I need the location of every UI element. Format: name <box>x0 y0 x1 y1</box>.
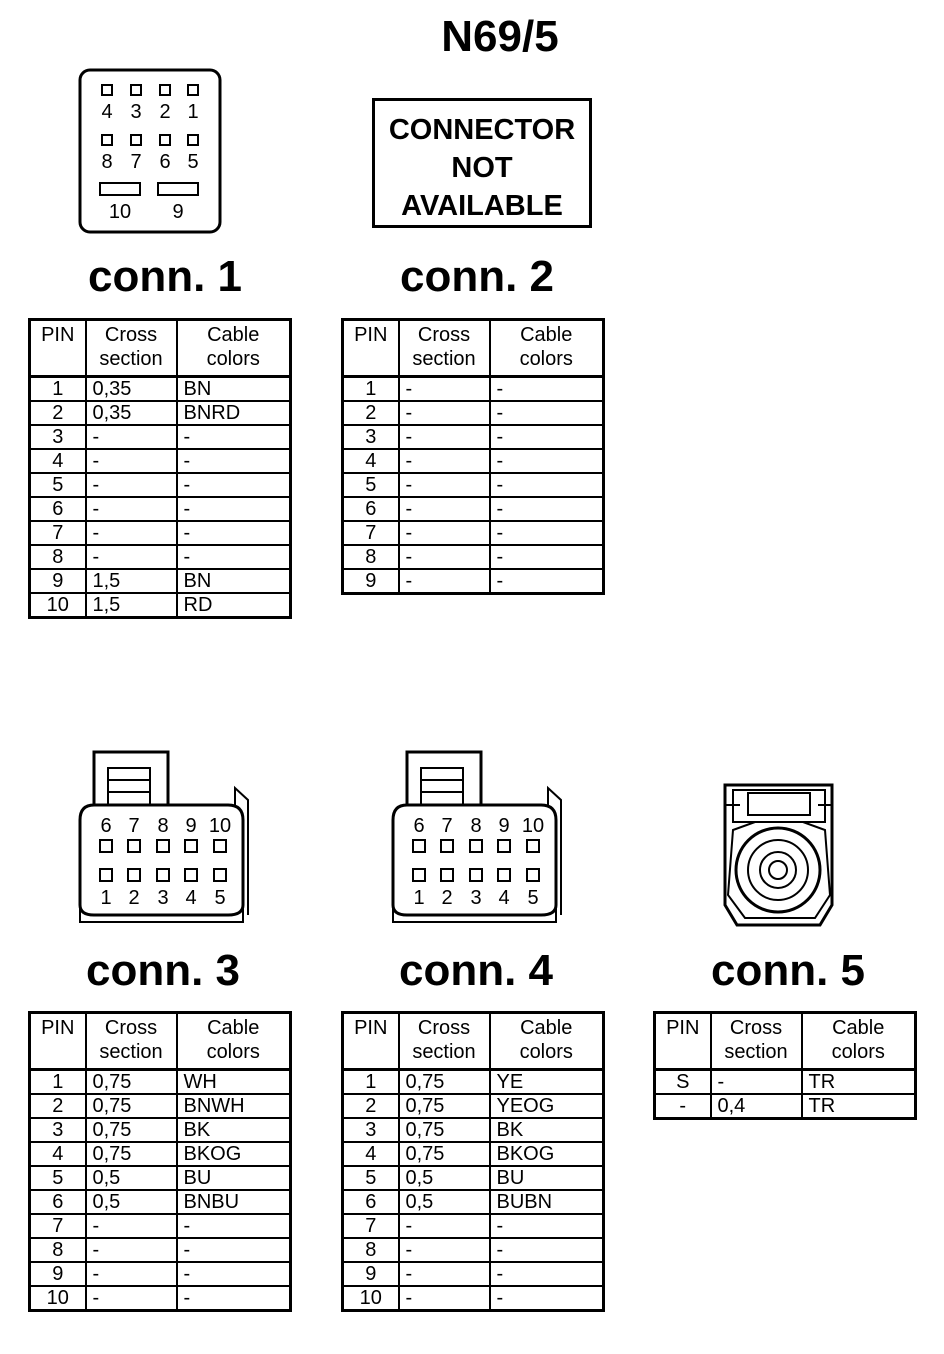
cable-color-cell: BNBU <box>177 1190 291 1214</box>
cable-color-cell: - <box>490 377 604 402</box>
cross-section-cell: - <box>86 545 177 569</box>
cable-color-cell: - <box>177 521 291 545</box>
pin-number: 1 <box>413 887 425 909</box>
pin-cell: 7 <box>343 521 399 545</box>
pin-cell: 9 <box>30 1262 86 1286</box>
pin-square <box>160 135 170 145</box>
pin-number: 1 <box>100 887 112 909</box>
table-row <box>343 1166 604 1190</box>
cross-section-cell: 0,75 <box>399 1094 490 1118</box>
conn2-label: conn. 2 <box>399 252 555 301</box>
cross-section-cell: - <box>399 497 490 521</box>
cross-section-cell: 0,75 <box>86 1070 177 1095</box>
table-row <box>343 401 604 425</box>
pin-cell: 4 <box>30 449 86 473</box>
cross-section-header <box>86 320 177 377</box>
cross-section-cell: - <box>399 1238 490 1262</box>
cable-color-cell: YEOG <box>490 1094 604 1118</box>
cable-colors-header-line: colors <box>206 348 260 370</box>
table-row <box>30 497 291 521</box>
table-row <box>30 1142 291 1166</box>
cable-color-cell: BNWH <box>177 1094 291 1118</box>
cross-section-cell: - <box>399 473 490 497</box>
cross-section-cell: - <box>399 1286 490 1311</box>
cable-color-cell: - <box>490 545 604 569</box>
pin-cell: 3 <box>343 1118 399 1142</box>
pin-number: 5 <box>187 151 199 173</box>
cross-section-header <box>399 320 490 377</box>
cross-section-cell: - <box>399 545 490 569</box>
cross-section-cell: - <box>86 497 177 521</box>
cable-color-cell: - <box>177 1286 291 1311</box>
cross-section-cell: 0,75 <box>86 1118 177 1142</box>
pin-cell: - <box>655 1094 711 1119</box>
table-row <box>30 1214 291 1238</box>
table-row <box>343 1118 604 1142</box>
cross-section-cell: - <box>86 1214 177 1238</box>
cable-color-cell: - <box>177 473 291 497</box>
cable-color-cell: TR <box>802 1094 916 1119</box>
pin-square <box>214 840 226 852</box>
pin-number: 4 <box>185 887 197 909</box>
pin-cell: 4 <box>30 1142 86 1166</box>
conn4-label: conn. 4 <box>398 946 554 995</box>
cross-section-cell: - <box>399 377 490 402</box>
pin-number: 3 <box>470 887 482 909</box>
pin-cell: 5 <box>30 473 86 497</box>
table-row <box>343 1214 604 1238</box>
pin-number: 10 <box>208 815 232 837</box>
conn3-pin-table <box>28 1011 292 1312</box>
pin-number: 6 <box>413 815 425 837</box>
pin-cell: 3 <box>343 425 399 449</box>
pin-cell: 10 <box>30 1286 86 1311</box>
pin-square <box>100 869 112 881</box>
pin-number: 10 <box>521 815 545 837</box>
pin-number: 7 <box>441 815 453 837</box>
cross-section-cell: - <box>399 401 490 425</box>
table-row <box>30 1070 291 1095</box>
table-row <box>30 1094 291 1118</box>
pin-cell: 9 <box>343 1262 399 1286</box>
pin-square <box>128 869 140 881</box>
pin-cell: 5 <box>343 473 399 497</box>
cable-color-cell: YE <box>490 1070 604 1095</box>
not-available-line-2: NOT <box>451 152 513 184</box>
table-row <box>30 1238 291 1262</box>
cross-section-header <box>399 1013 490 1070</box>
page-title: N69/5 <box>441 12 559 61</box>
pin-header: PIN <box>343 1013 399 1070</box>
cable-color-cell: - <box>490 449 604 473</box>
conn5-face-drawing <box>0 0 1 1</box>
cross-section-cell: - <box>86 449 177 473</box>
cable-color-cell: BU <box>177 1166 291 1190</box>
table-row <box>30 401 291 425</box>
pin-number: 3 <box>157 887 169 909</box>
power-pin-slot <box>158 183 198 195</box>
cross-section-cell: 1,5 <box>86 593 177 618</box>
table-row <box>343 1142 604 1166</box>
cable-color-cell: TR <box>802 1070 916 1095</box>
table-row <box>30 473 291 497</box>
pin-cell: 6 <box>30 497 86 521</box>
pin-number: 4 <box>101 101 113 123</box>
cross-section-cell: - <box>86 1262 177 1286</box>
pin-cell: 5 <box>343 1166 399 1190</box>
pin-cell: 2 <box>343 401 399 425</box>
pin-cell: 2 <box>30 401 86 425</box>
table-row <box>30 1118 291 1142</box>
cable-color-cell: - <box>490 1214 604 1238</box>
pin-number: 6 <box>100 815 112 837</box>
cable-color-cell: - <box>490 1238 604 1262</box>
table-row <box>343 497 604 521</box>
pin-cell: 6 <box>30 1190 86 1214</box>
cross-section-header-line: Cross <box>104 324 158 346</box>
pin-square <box>128 840 140 852</box>
pin-cell: 7 <box>30 1214 86 1238</box>
pin-square <box>131 85 141 95</box>
cable-colors-header-line: Cable <box>207 324 260 346</box>
pin-square <box>413 869 425 881</box>
not-available-line-3: AVAILABLE <box>401 190 563 222</box>
cross-section-cell: 1,5 <box>86 569 177 593</box>
cable-colors-header-line: Cable <box>832 1017 885 1039</box>
pin-number: 8 <box>157 815 169 837</box>
cross-section-header-line: Cross <box>417 1017 471 1039</box>
pin-number: 2 <box>441 887 453 909</box>
pin-number: 9 <box>185 815 197 837</box>
pin-square <box>441 869 453 881</box>
pin-cell: 4 <box>343 1142 399 1166</box>
table-row <box>343 1190 604 1214</box>
cross-section-cell: - <box>399 569 490 594</box>
cross-section-header-line: Cross <box>417 324 471 346</box>
table-row <box>30 1166 291 1190</box>
power-pin-slot <box>100 183 140 195</box>
cross-section-cell: - <box>399 449 490 473</box>
pin-cell: 10 <box>343 1286 399 1311</box>
pin-square <box>527 869 539 881</box>
table-row <box>343 569 604 594</box>
cross-section-cell: - <box>399 425 490 449</box>
pin-cell: 6 <box>343 1190 399 1214</box>
cross-section-cell: - <box>86 1238 177 1262</box>
cross-section-cell: - <box>399 1262 490 1286</box>
pin-header: PIN <box>30 1013 86 1070</box>
pin-cell: 1 <box>30 1070 86 1095</box>
cable-color-cell: - <box>177 1214 291 1238</box>
table-row <box>343 521 604 545</box>
cable-colors-header <box>490 1013 604 1070</box>
table-row <box>343 1238 604 1262</box>
conn1-label: conn. 1 <box>87 252 243 301</box>
pin-cell: 6 <box>343 497 399 521</box>
pin-cell: 8 <box>343 1238 399 1262</box>
pin-cell: 8 <box>30 545 86 569</box>
pin-number: 7 <box>130 151 142 173</box>
pin-cell: 10 <box>30 593 86 618</box>
pin-header: PIN <box>655 1013 711 1070</box>
pin-cell: 9 <box>343 569 399 594</box>
pin-cell: 4 <box>343 449 399 473</box>
cable-colors-header-line: Cable <box>520 324 573 346</box>
pin-number: 8 <box>101 151 113 173</box>
pin-header: PIN <box>30 320 86 377</box>
cross-section-cell: - <box>86 521 177 545</box>
cross-section-header-line: section <box>99 1041 163 1063</box>
conn1-pin-table <box>28 318 292 619</box>
cable-color-cell: BN <box>177 377 291 402</box>
cable-colors-header-line: Cable <box>207 1017 260 1039</box>
cable-colors-header-line: colors <box>206 1041 260 1063</box>
table-row <box>30 593 291 618</box>
pin-number: 5 <box>214 887 226 909</box>
pin-number: 3 <box>130 101 142 123</box>
cross-section-cell: - <box>711 1070 802 1095</box>
pin-header: PIN <box>343 320 399 377</box>
pin-cell: 7 <box>343 1214 399 1238</box>
cable-colors-header-line: colors <box>519 348 573 370</box>
cross-section-cell: 0,5 <box>399 1166 490 1190</box>
table-row <box>343 449 604 473</box>
cross-section-header-line: section <box>412 1041 476 1063</box>
cross-section-header-line: section <box>724 1041 788 1063</box>
pin-number: 9 <box>172 201 184 223</box>
cable-color-cell: RD <box>177 593 291 618</box>
conn5-label: conn. 5 <box>710 946 866 995</box>
cross-section-header-line: Cross <box>104 1017 158 1039</box>
table-row <box>30 377 291 402</box>
table-row <box>343 545 604 569</box>
cable-color-cell: BNRD <box>177 401 291 425</box>
pin-cell: 9 <box>30 569 86 593</box>
cable-color-cell: BN <box>177 569 291 593</box>
cable-color-cell: - <box>490 569 604 594</box>
pin-cell: 3 <box>30 1118 86 1142</box>
pin-square <box>470 869 482 881</box>
pin-cell: 1 <box>343 1070 399 1095</box>
cable-color-cell: WH <box>177 1070 291 1095</box>
conn4-pin-table <box>341 1011 605 1312</box>
cable-color-cell: - <box>490 497 604 521</box>
pin-square <box>188 85 198 95</box>
cable-color-cell: - <box>490 1262 604 1286</box>
cable-color-cell: - <box>177 449 291 473</box>
pin-square <box>470 840 482 852</box>
cross-section-header-line: section <box>412 348 476 370</box>
table-row <box>30 1190 291 1214</box>
pin-square <box>498 840 510 852</box>
cross-section-cell: - <box>86 425 177 449</box>
cross-section-header <box>86 1013 177 1070</box>
pin-square <box>157 869 169 881</box>
cable-color-cell: - <box>490 473 604 497</box>
table-row <box>30 569 291 593</box>
cable-color-cell: BU <box>490 1166 604 1190</box>
pin-cell: 2 <box>343 1094 399 1118</box>
pin-square <box>441 840 453 852</box>
pin-cell: 8 <box>30 1238 86 1262</box>
cable-color-cell: - <box>177 497 291 521</box>
table-row <box>343 1262 604 1286</box>
cross-section-cell: 0,5 <box>86 1166 177 1190</box>
pin-square <box>102 85 112 95</box>
cable-colors-header-line: Cable <box>520 1017 573 1039</box>
pin-square <box>160 85 170 95</box>
cable-color-cell: BK <box>490 1118 604 1142</box>
pin-number: 2 <box>128 887 140 909</box>
cable-color-cell: BKOG <box>177 1142 291 1166</box>
cross-section-header-line: section <box>99 348 163 370</box>
cross-section-cell: 0,75 <box>399 1118 490 1142</box>
table-row <box>655 1070 916 1095</box>
pin-number: 9 <box>498 815 510 837</box>
pin-cell: 1 <box>30 377 86 402</box>
table-row <box>30 1286 291 1311</box>
pin-number: 5 <box>527 887 539 909</box>
table-row <box>30 521 291 545</box>
pin-number: 4 <box>498 887 510 909</box>
cable-color-cell: - <box>490 521 604 545</box>
pin-number: 7 <box>128 815 140 837</box>
pin-square <box>185 869 197 881</box>
cable-color-cell: - <box>177 1262 291 1286</box>
cross-section-cell: - <box>399 1214 490 1238</box>
table-row <box>30 1262 291 1286</box>
not-available-line-1: CONNECTOR <box>388 114 576 146</box>
cable-colors-header <box>177 1013 291 1070</box>
conn5-pin-table <box>653 1011 917 1120</box>
pin-number: 8 <box>470 815 482 837</box>
pin-square <box>413 840 425 852</box>
table-row <box>30 425 291 449</box>
pin-number: 10 <box>108 201 132 223</box>
table-row <box>343 1070 604 1095</box>
conn2-pin-table <box>341 318 605 595</box>
table-row <box>30 449 291 473</box>
pin-square <box>498 869 510 881</box>
pin-number: 1 <box>187 101 199 123</box>
cross-section-cell: 0,75 <box>86 1094 177 1118</box>
cable-colors-header <box>490 320 604 377</box>
cross-section-cell: 0,75 <box>86 1142 177 1166</box>
pin-square <box>185 840 197 852</box>
cable-color-cell: - <box>490 425 604 449</box>
cable-color-cell: - <box>490 401 604 425</box>
cable-color-cell: BKOG <box>490 1142 604 1166</box>
conn3-label: conn. 3 <box>85 946 241 995</box>
pin-square <box>188 135 198 145</box>
table-row <box>343 473 604 497</box>
cross-section-cell: 0,5 <box>399 1190 490 1214</box>
cross-section-cell: 0,4 <box>711 1094 802 1119</box>
pin-number: 6 <box>159 151 171 173</box>
pin-cell: 2 <box>30 1094 86 1118</box>
cable-colors-header <box>177 320 291 377</box>
pin-square <box>102 135 112 145</box>
pin-number: 2 <box>159 101 171 123</box>
pin-cell: 8 <box>343 545 399 569</box>
pin-cell: 7 <box>30 521 86 545</box>
cable-colors-header <box>802 1013 916 1070</box>
pin-cell: S <box>655 1070 711 1095</box>
cross-section-cell: - <box>86 1286 177 1311</box>
cable-color-cell: - <box>177 1238 291 1262</box>
cable-color-cell: - <box>177 425 291 449</box>
table-row <box>30 545 291 569</box>
pin-square <box>527 840 539 852</box>
cable-color-cell: BUBN <box>490 1190 604 1214</box>
pin-square <box>214 869 226 881</box>
cross-section-cell: 0,35 <box>86 401 177 425</box>
table-row <box>343 1286 604 1311</box>
pin-cell: 1 <box>343 377 399 402</box>
cross-section-cell: - <box>86 473 177 497</box>
cross-section-cell: - <box>399 521 490 545</box>
table-row <box>655 1094 916 1119</box>
connector-not-available-box <box>372 98 592 228</box>
pin-cell: 3 <box>30 425 86 449</box>
cross-section-header-line: Cross <box>729 1017 783 1039</box>
table-row <box>343 1094 604 1118</box>
pin-square <box>131 135 141 145</box>
table-row <box>343 377 604 402</box>
cross-section-cell: 0,75 <box>399 1142 490 1166</box>
cable-color-cell: - <box>490 1286 604 1311</box>
cable-color-cell: - <box>177 545 291 569</box>
table-row <box>343 425 604 449</box>
cross-section-header <box>711 1013 802 1070</box>
cross-section-cell: 0,35 <box>86 377 177 402</box>
pin-cell: 5 <box>30 1166 86 1190</box>
cross-section-cell: 0,75 <box>399 1070 490 1095</box>
cable-colors-header-line: colors <box>831 1041 885 1063</box>
cable-colors-header-line: colors <box>519 1041 573 1063</box>
cross-section-cell: 0,5 <box>86 1190 177 1214</box>
pin-square <box>157 840 169 852</box>
pin-square <box>100 840 112 852</box>
cable-color-cell: BK <box>177 1118 291 1142</box>
